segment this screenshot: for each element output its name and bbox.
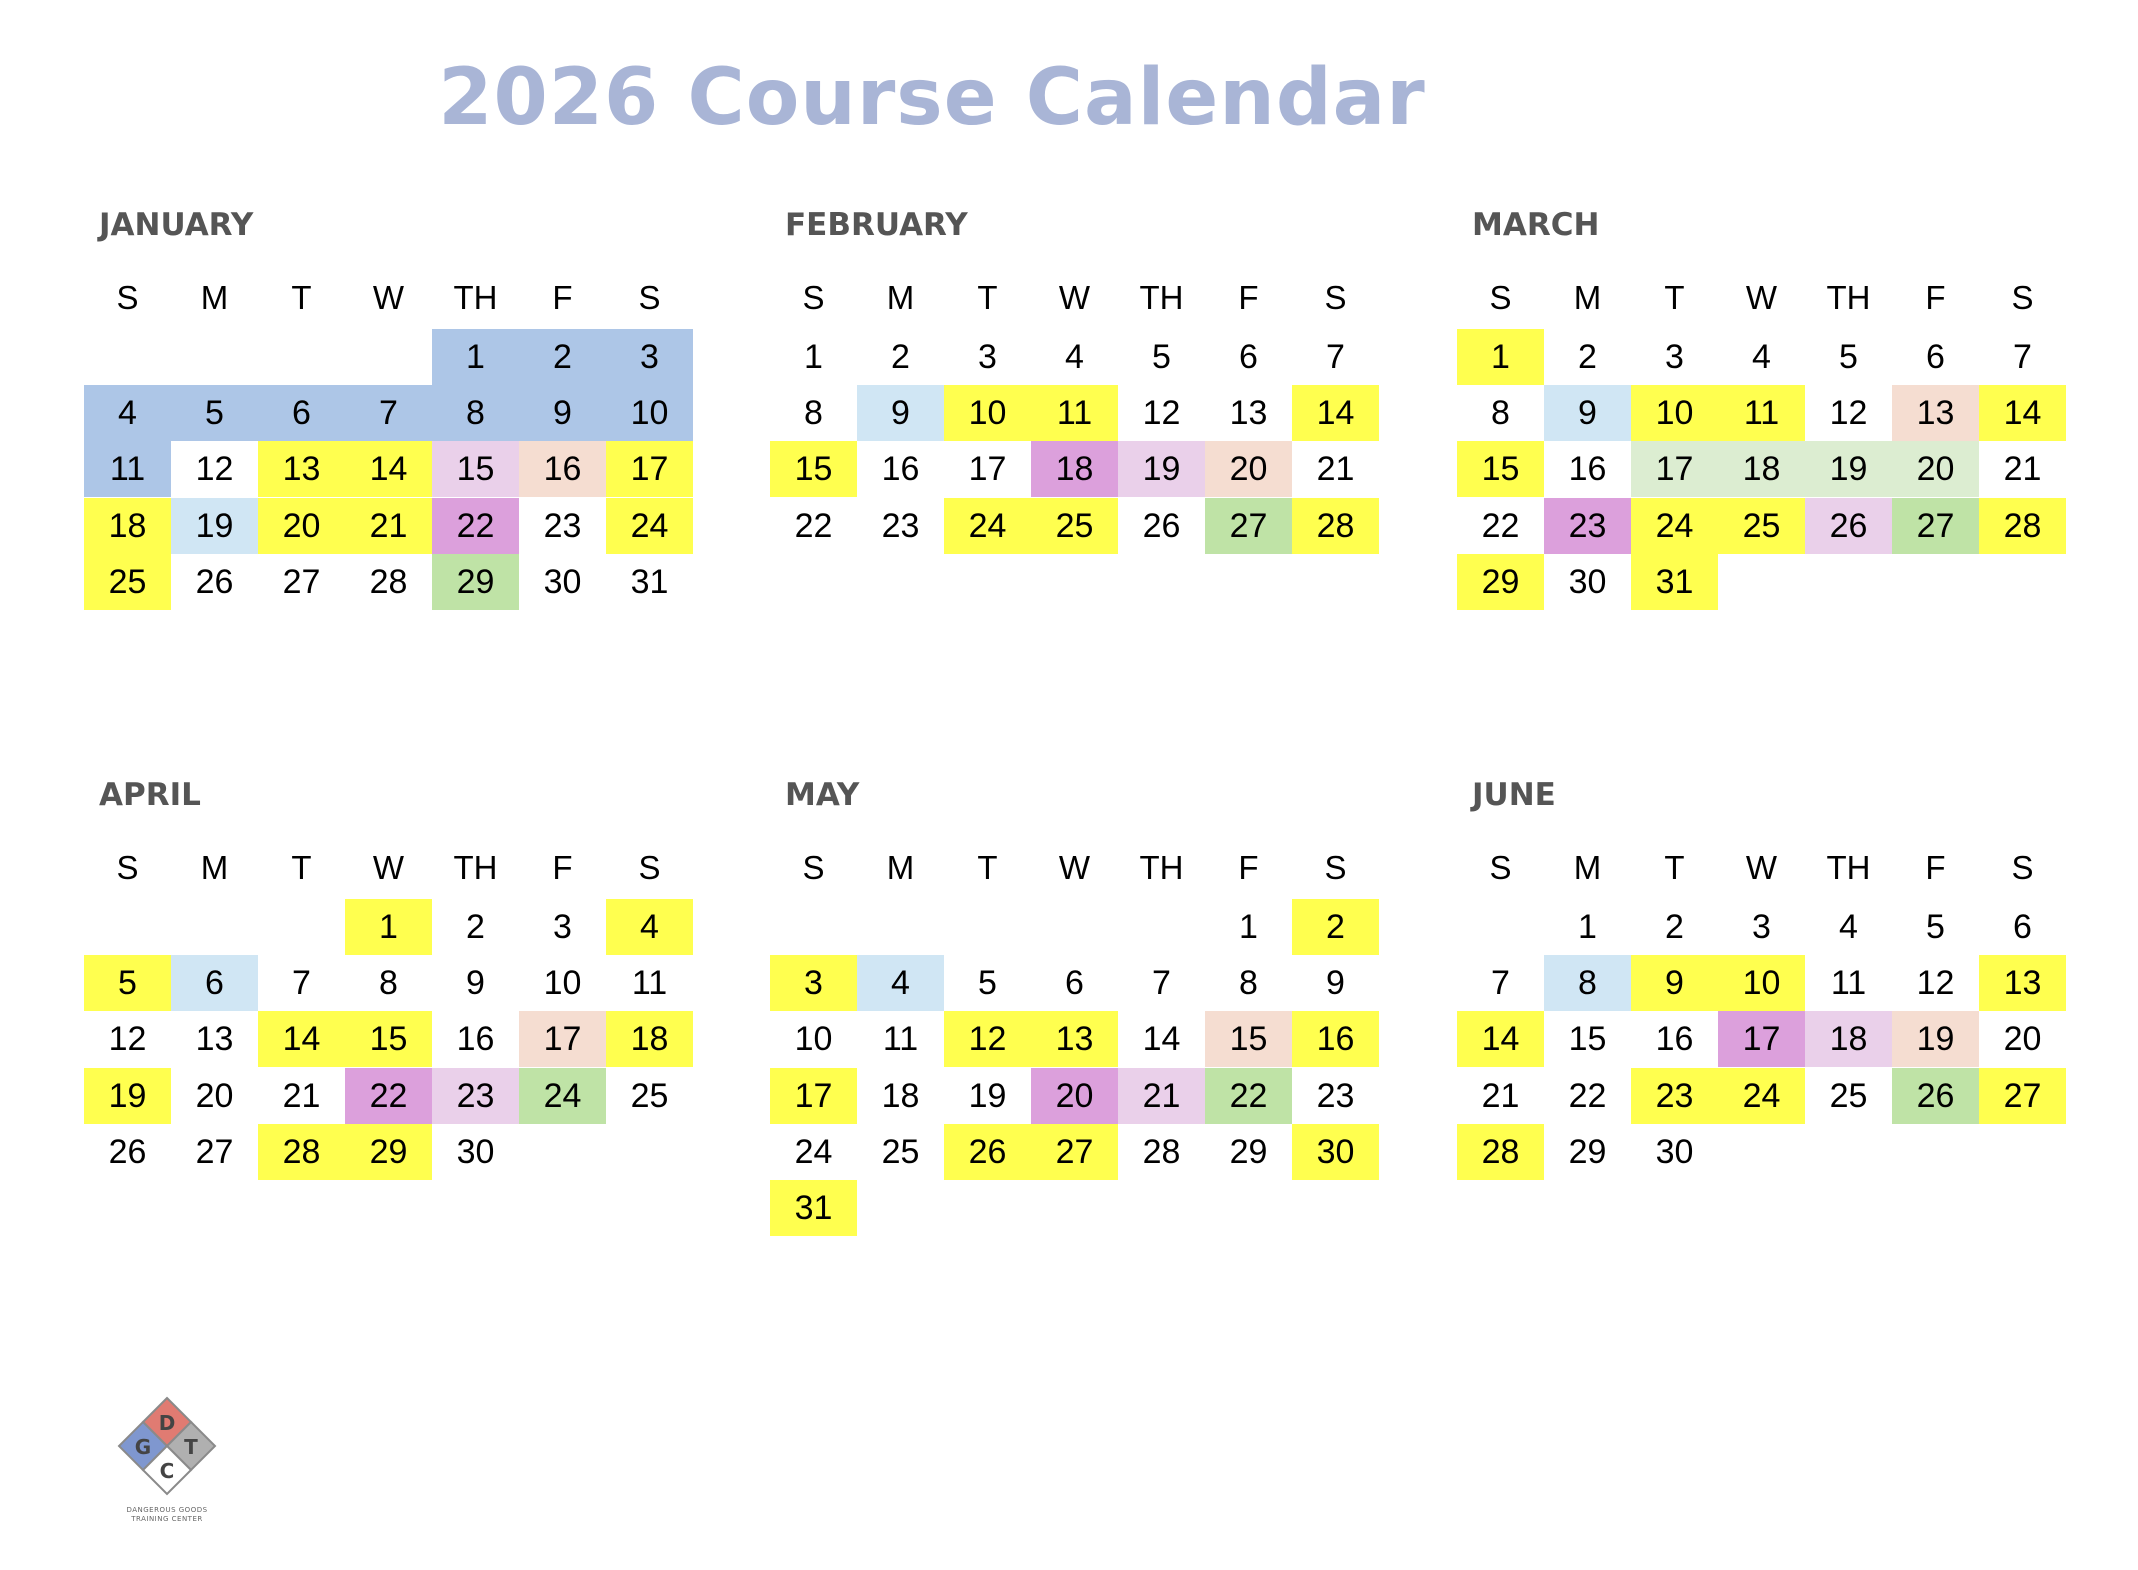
day-cell[interactable]: 8 bbox=[1544, 955, 1631, 1011]
day-cell[interactable]: 15 bbox=[1568, 1020, 1607, 1059]
day-cell[interactable]: 28 bbox=[258, 1124, 345, 1180]
day-cell[interactable]: 24 bbox=[944, 498, 1031, 554]
day-cell[interactable]: 26 bbox=[1892, 1068, 1979, 1124]
day-cell[interactable]: 12 bbox=[108, 1020, 147, 1059]
weekday-label: M bbox=[1573, 279, 1602, 316]
weekday-label: M bbox=[1573, 849, 1602, 886]
day-cell[interactable]: 11 bbox=[882, 1020, 919, 1059]
day-cell[interactable]: 22 bbox=[794, 506, 833, 545]
day-cell[interactable]: 4 bbox=[84, 385, 171, 441]
day-cell[interactable]: 14 bbox=[345, 441, 432, 497]
day-cell[interactable]: 17 bbox=[770, 1068, 857, 1124]
day-cell[interactable]: 20 bbox=[1205, 441, 1292, 497]
day-cell[interactable]: 11 bbox=[1031, 385, 1118, 441]
day-cell[interactable]: 18 bbox=[1718, 441, 1805, 497]
day-cell[interactable]: 3 bbox=[553, 908, 572, 946]
weekday-label: T bbox=[291, 279, 312, 316]
day-cell[interactable]: 25 bbox=[1829, 1076, 1868, 1115]
weekday-label: S bbox=[638, 279, 661, 316]
weekday-label: T bbox=[1664, 849, 1685, 886]
day-cell[interactable]: 6 bbox=[1239, 338, 1258, 376]
day-cell[interactable]: 28 bbox=[1142, 1132, 1181, 1171]
day-cell[interactable]: 25 bbox=[630, 1076, 669, 1115]
day-cell[interactable]: 1 bbox=[1457, 329, 1544, 385]
day-cell[interactable]: 21 bbox=[282, 1076, 321, 1115]
day-cell[interactable]: 19 bbox=[1118, 441, 1205, 497]
month-name: JUNE bbox=[1472, 777, 1556, 813]
day-cell[interactable]: 3 bbox=[978, 338, 997, 376]
weekday-label: S bbox=[1489, 849, 1512, 886]
day-cell[interactable]: 17 bbox=[968, 450, 1007, 489]
page-title: 2026 Course Calendar bbox=[438, 53, 1426, 143]
logo-letter: D bbox=[158, 1411, 176, 1435]
month-name: MAY bbox=[785, 777, 860, 813]
day-cell[interactable]: 14 bbox=[258, 1011, 345, 1067]
day-cell[interactable]: 25 bbox=[1718, 498, 1805, 554]
day-cell[interactable]: 11 bbox=[1718, 385, 1805, 441]
weekday-label: F bbox=[1925, 279, 1946, 316]
weekday-label: S bbox=[802, 849, 825, 886]
month-name: JANUARY bbox=[99, 207, 254, 243]
weekday-label: S bbox=[802, 279, 825, 316]
day-cell[interactable]: 4 bbox=[1752, 338, 1771, 376]
day-cell[interactable]: 23 bbox=[1316, 1076, 1355, 1115]
day-cell[interactable]: 24 bbox=[606, 498, 693, 554]
day-cell[interactable]: 18 bbox=[84, 498, 171, 554]
day-cell[interactable]: 11 bbox=[631, 964, 668, 1003]
day-cell[interactable]: 1 bbox=[432, 329, 519, 385]
day-cell[interactable]: 30 bbox=[1655, 1132, 1694, 1171]
weekday-label: TH bbox=[1139, 279, 1184, 316]
day-cell[interactable]: 8 bbox=[804, 394, 823, 433]
day-cell[interactable]: 25 bbox=[84, 554, 171, 610]
logo-caption-line-2: TRAINING CENTER bbox=[131, 1515, 203, 1523]
day-cell[interactable]: 28 bbox=[1457, 1124, 1544, 1180]
weekday-label: TH bbox=[1826, 849, 1871, 886]
day-cell[interactable]: 16 bbox=[519, 441, 606, 497]
day-cell[interactable]: 25 bbox=[881, 1132, 920, 1171]
day-cell[interactable]: 23 bbox=[881, 506, 920, 545]
weekday-label: T bbox=[977, 279, 998, 316]
day-cell[interactable]: 2 bbox=[1292, 899, 1379, 955]
weekday-header bbox=[1457, 843, 2066, 893]
day-cell[interactable]: 2 bbox=[519, 329, 606, 385]
day-cell[interactable]: 8 bbox=[432, 385, 519, 441]
day-cell[interactable]: 13 bbox=[258, 441, 345, 497]
day-cell[interactable]: 18 bbox=[1805, 1011, 1892, 1067]
day-cell[interactable]: 10 bbox=[1718, 955, 1805, 1011]
day-cell[interactable]: 20 bbox=[258, 498, 345, 554]
day-cell[interactable]: 18 bbox=[1031, 441, 1118, 497]
day-cell[interactable]: 29 bbox=[432, 554, 519, 610]
day-cell[interactable]: 19 bbox=[171, 498, 258, 554]
day-cell[interactable]: 21 bbox=[1316, 450, 1355, 489]
day-cell[interactable]: 6 bbox=[258, 385, 345, 441]
day-cell[interactable]: 31 bbox=[630, 562, 669, 601]
logo-letter: G bbox=[134, 1435, 152, 1459]
day-cell[interactable]: 5 bbox=[1152, 338, 1171, 376]
weekday-label: W bbox=[1058, 849, 1091, 886]
weekday-label: M bbox=[886, 849, 915, 886]
weekday-label: M bbox=[886, 279, 915, 316]
weekday-label: M bbox=[200, 849, 229, 886]
weekday-label: F bbox=[1238, 849, 1259, 886]
day-cell[interactable]: 3 bbox=[1752, 908, 1771, 946]
day-cell[interactable]: 30 bbox=[456, 1132, 495, 1171]
weekday-label: W bbox=[372, 279, 405, 316]
weekday-label: M bbox=[200, 279, 229, 316]
day-cell[interactable]: 16 bbox=[1655, 1020, 1694, 1059]
day-cell[interactable]: 9 bbox=[1631, 955, 1718, 1011]
day-cell[interactable]: 18 bbox=[881, 1076, 920, 1115]
weekday-label: T bbox=[977, 849, 998, 886]
day-cell[interactable]: 27 bbox=[1979, 1068, 2066, 1124]
day-cell[interactable]: 21 bbox=[1481, 1076, 1520, 1115]
day-cell[interactable]: 26 bbox=[1142, 506, 1181, 545]
weekday-label: W bbox=[372, 849, 405, 886]
day-cell[interactable]: 2 bbox=[466, 908, 485, 946]
day-cell[interactable]: 13 bbox=[1031, 1011, 1118, 1067]
day-cell[interactable]: 19 bbox=[968, 1076, 1007, 1115]
day-cell[interactable]: 22 bbox=[345, 1068, 432, 1124]
day-cell[interactable]: 14 bbox=[1979, 385, 2066, 441]
day-cell[interactable]: 23 bbox=[432, 1068, 519, 1124]
dgtc-logo bbox=[112, 1390, 222, 1525]
weekday-label: T bbox=[291, 849, 312, 886]
weekday-label: F bbox=[1925, 849, 1946, 886]
day-cell[interactable]: 5 bbox=[84, 955, 171, 1011]
day-cell[interactable]: 1 bbox=[804, 338, 823, 376]
weekday-label: S bbox=[1324, 849, 1347, 886]
day-cell[interactable]: 10 bbox=[1631, 385, 1718, 441]
weekday-label: S bbox=[1489, 279, 1512, 316]
day-cell[interactable]: 7 bbox=[345, 385, 432, 441]
day-cell[interactable]: 12 bbox=[944, 1011, 1031, 1067]
day-cell[interactable]: 10 bbox=[606, 385, 693, 441]
day-cell[interactable]: 13 bbox=[1892, 385, 1979, 441]
day-cell[interactable]: 4 bbox=[1065, 338, 1084, 376]
day-cell[interactable]: 24 bbox=[1631, 498, 1718, 554]
day-cell[interactable]: 9 bbox=[466, 964, 485, 1003]
weekday-label: W bbox=[1745, 279, 1778, 316]
day-cell[interactable]: 2 bbox=[1578, 338, 1597, 376]
day-cell[interactable]: 16 bbox=[1292, 1011, 1379, 1067]
day-cell[interactable]: 5 bbox=[978, 964, 997, 1003]
weekday-label: F bbox=[1238, 279, 1259, 316]
day-cell[interactable]: 4 bbox=[606, 899, 693, 955]
day-cell[interactable]: 2 bbox=[1665, 908, 1684, 946]
day-cell[interactable]: 30 bbox=[1292, 1124, 1379, 1180]
day-cell[interactable]: 22 bbox=[1481, 506, 1520, 545]
logo-caption bbox=[112, 1506, 222, 1524]
day-cell[interactable]: 12 bbox=[1916, 964, 1955, 1003]
day-cell[interactable]: 27 bbox=[195, 1132, 234, 1171]
day-cell[interactable]: 12 bbox=[1142, 394, 1181, 433]
day-cell[interactable]: 30 bbox=[543, 562, 582, 601]
day-cell[interactable]: 28 bbox=[1292, 498, 1379, 554]
day-cell[interactable]: 6 bbox=[1065, 964, 1084, 1003]
day-cell[interactable]: 8 bbox=[1239, 964, 1258, 1003]
day-cell[interactable]: 19 bbox=[1892, 1011, 1979, 1067]
day-cell[interactable]: 5 bbox=[171, 385, 258, 441]
day-cell[interactable]: 28 bbox=[369, 562, 408, 601]
day-cell[interactable]: 7 bbox=[292, 964, 311, 1003]
day-cell[interactable]: 10 bbox=[944, 385, 1031, 441]
logo-caption-line-1: DANGEROUS GOODS bbox=[126, 1506, 208, 1514]
weekday-label: F bbox=[552, 849, 573, 886]
day-cell[interactable]: 7 bbox=[2013, 338, 2032, 376]
weekday-header bbox=[84, 273, 693, 323]
day-cell[interactable]: 10 bbox=[543, 964, 582, 1003]
day-cell[interactable]: 28 bbox=[1979, 498, 2066, 554]
day-cell[interactable]: 27 bbox=[282, 562, 321, 601]
day-cell[interactable]: 14 bbox=[1292, 385, 1379, 441]
weekday-label: W bbox=[1058, 279, 1091, 316]
month-name: MARCH bbox=[1472, 207, 1600, 243]
day-cell[interactable]: 15 bbox=[1457, 441, 1544, 497]
day-cell[interactable]: 11 bbox=[84, 441, 171, 497]
day-cell[interactable]: 9 bbox=[1326, 964, 1345, 1003]
day-cell[interactable]: 26 bbox=[944, 1124, 1031, 1180]
weekday-label: S bbox=[116, 849, 139, 886]
weekday-header bbox=[84, 843, 693, 893]
day-cell[interactable]: 9 bbox=[1544, 385, 1631, 441]
day-cell[interactable]: 7 bbox=[1152, 964, 1171, 1003]
weekday-label: S bbox=[116, 279, 139, 316]
day-cell[interactable]: 20 bbox=[1892, 441, 1979, 497]
day-cell[interactable]: 15 bbox=[432, 441, 519, 497]
day-cell[interactable]: 18 bbox=[606, 1011, 693, 1067]
day-cell[interactable]: 22 bbox=[1205, 1068, 1292, 1124]
day-cell[interactable]: 5 bbox=[1926, 908, 1945, 946]
day-cell[interactable]: 4 bbox=[857, 955, 944, 1011]
day-cell[interactable]: 19 bbox=[1805, 441, 1892, 497]
day-cell[interactable]: 9 bbox=[857, 385, 944, 441]
day-cell[interactable]: 15 bbox=[1205, 1011, 1292, 1067]
day-cell[interactable]: 26 bbox=[108, 1132, 147, 1171]
day-cell[interactable]: 29 bbox=[1568, 1132, 1607, 1171]
day-cell[interactable]: 6 bbox=[1926, 338, 1945, 376]
day-cell[interactable]: 14 bbox=[1142, 1020, 1181, 1059]
day-cell[interactable]: 3 bbox=[770, 955, 857, 1011]
month-name: APRIL bbox=[99, 777, 201, 813]
weekday-label: T bbox=[1664, 279, 1685, 316]
weekday-header bbox=[770, 273, 1379, 323]
day-cell[interactable]: 3 bbox=[1665, 338, 1684, 376]
weekday-header bbox=[1457, 273, 2066, 323]
day-cell[interactable]: 29 bbox=[345, 1124, 432, 1180]
day-cell[interactable]: 22 bbox=[432, 498, 519, 554]
day-cell[interactable]: 20 bbox=[1031, 1068, 1118, 1124]
day-cell[interactable]: 12 bbox=[1829, 394, 1868, 433]
day-cell[interactable]: 16 bbox=[1568, 450, 1607, 489]
day-cell[interactable]: 20 bbox=[195, 1076, 234, 1115]
day-cell[interactable]: 3 bbox=[606, 329, 693, 385]
day-cell[interactable]: 8 bbox=[379, 964, 398, 1003]
day-cell[interactable]: 22 bbox=[1568, 1076, 1607, 1115]
day-cell[interactable]: 13 bbox=[1229, 394, 1268, 433]
day-cell[interactable]: 7 bbox=[1491, 964, 1510, 1003]
weekday-label: TH bbox=[453, 279, 498, 316]
day-cell[interactable]: 17 bbox=[1631, 441, 1718, 497]
weekday-label: S bbox=[638, 849, 661, 886]
day-cell[interactable]: 24 bbox=[519, 1068, 606, 1124]
day-cell[interactable]: 9 bbox=[519, 385, 606, 441]
day-cell[interactable]: 27 bbox=[1031, 1124, 1118, 1180]
day-cell[interactable]: 17 bbox=[1718, 1011, 1805, 1067]
day-cell[interactable]: 23 bbox=[1631, 1068, 1718, 1124]
day-cell[interactable]: 13 bbox=[195, 1020, 234, 1059]
day-cell[interactable]: 5 bbox=[1839, 338, 1858, 376]
day-cell[interactable]: 4 bbox=[1839, 908, 1858, 946]
day-cell[interactable]: 8 bbox=[1491, 394, 1510, 433]
day-cell[interactable]: 27 bbox=[1892, 498, 1979, 554]
weekday-header bbox=[770, 843, 1379, 893]
month-name: FEBRUARY bbox=[785, 207, 968, 243]
day-cell[interactable]: 1 bbox=[345, 899, 432, 955]
day-cell[interactable]: 17 bbox=[606, 441, 693, 497]
day-cell[interactable]: 27 bbox=[1205, 498, 1292, 554]
weekday-label: W bbox=[1745, 849, 1778, 886]
day-cell[interactable]: 24 bbox=[1718, 1068, 1805, 1124]
day-cell[interactable]: 15 bbox=[770, 441, 857, 497]
day-cell[interactable]: 21 bbox=[1118, 1068, 1205, 1124]
day-cell[interactable]: 2 bbox=[891, 338, 910, 376]
weekday-label: S bbox=[2011, 279, 2034, 316]
day-cell[interactable]: 25 bbox=[1031, 498, 1118, 554]
day-cell[interactable]: 16 bbox=[456, 1020, 495, 1059]
day-cell[interactable]: 12 bbox=[195, 450, 234, 489]
day-cell[interactable]: 20 bbox=[2003, 1020, 2042, 1059]
weekday-label: TH bbox=[1139, 849, 1184, 886]
day-cell[interactable]: 15 bbox=[345, 1011, 432, 1067]
day-cell[interactable]: 21 bbox=[345, 498, 432, 554]
day-cell[interactable]: 21 bbox=[2003, 450, 2042, 489]
day-cell[interactable]: 29 bbox=[1229, 1132, 1268, 1171]
day-cell[interactable]: 19 bbox=[84, 1068, 171, 1124]
day-cell[interactable]: 1 bbox=[1239, 908, 1258, 946]
day-cell[interactable]: 23 bbox=[1544, 498, 1631, 554]
day-cell[interactable]: 26 bbox=[195, 562, 234, 601]
day-cell[interactable]: 24 bbox=[794, 1132, 833, 1171]
day-cell[interactable]: 11 bbox=[1830, 964, 1867, 1003]
logo-letter: T bbox=[184, 1435, 198, 1459]
day-cell[interactable]: 31 bbox=[770, 1180, 857, 1236]
day-cell[interactable]: 6 bbox=[171, 955, 258, 1011]
day-cell[interactable]: 13 bbox=[1979, 955, 2066, 1011]
weekday-label: TH bbox=[453, 849, 498, 886]
day-cell[interactable]: 26 bbox=[1805, 498, 1892, 554]
day-cell[interactable]: 30 bbox=[1568, 562, 1607, 601]
logo-letter: C bbox=[159, 1459, 175, 1483]
day-cell[interactable]: 16 bbox=[881, 450, 920, 489]
day-cell[interactable]: 17 bbox=[519, 1011, 606, 1067]
day-cell[interactable]: 29 bbox=[1457, 554, 1544, 610]
day-cell[interactable]: 1 bbox=[1578, 908, 1597, 946]
day-cell[interactable]: 10 bbox=[794, 1020, 833, 1059]
day-cell[interactable]: 23 bbox=[543, 506, 582, 545]
day-cell[interactable]: 7 bbox=[1326, 338, 1345, 376]
weekday-label: S bbox=[2011, 849, 2034, 886]
weekday-label: TH bbox=[1826, 279, 1871, 316]
weekday-label: F bbox=[552, 279, 573, 316]
weekday-label: S bbox=[1324, 279, 1347, 316]
day-cell[interactable]: 31 bbox=[1631, 554, 1718, 610]
day-cell[interactable]: 6 bbox=[2013, 908, 2032, 946]
dgtc-diamond-logo-icon bbox=[112, 1390, 222, 1502]
day-cell[interactable]: 14 bbox=[1457, 1011, 1544, 1067]
